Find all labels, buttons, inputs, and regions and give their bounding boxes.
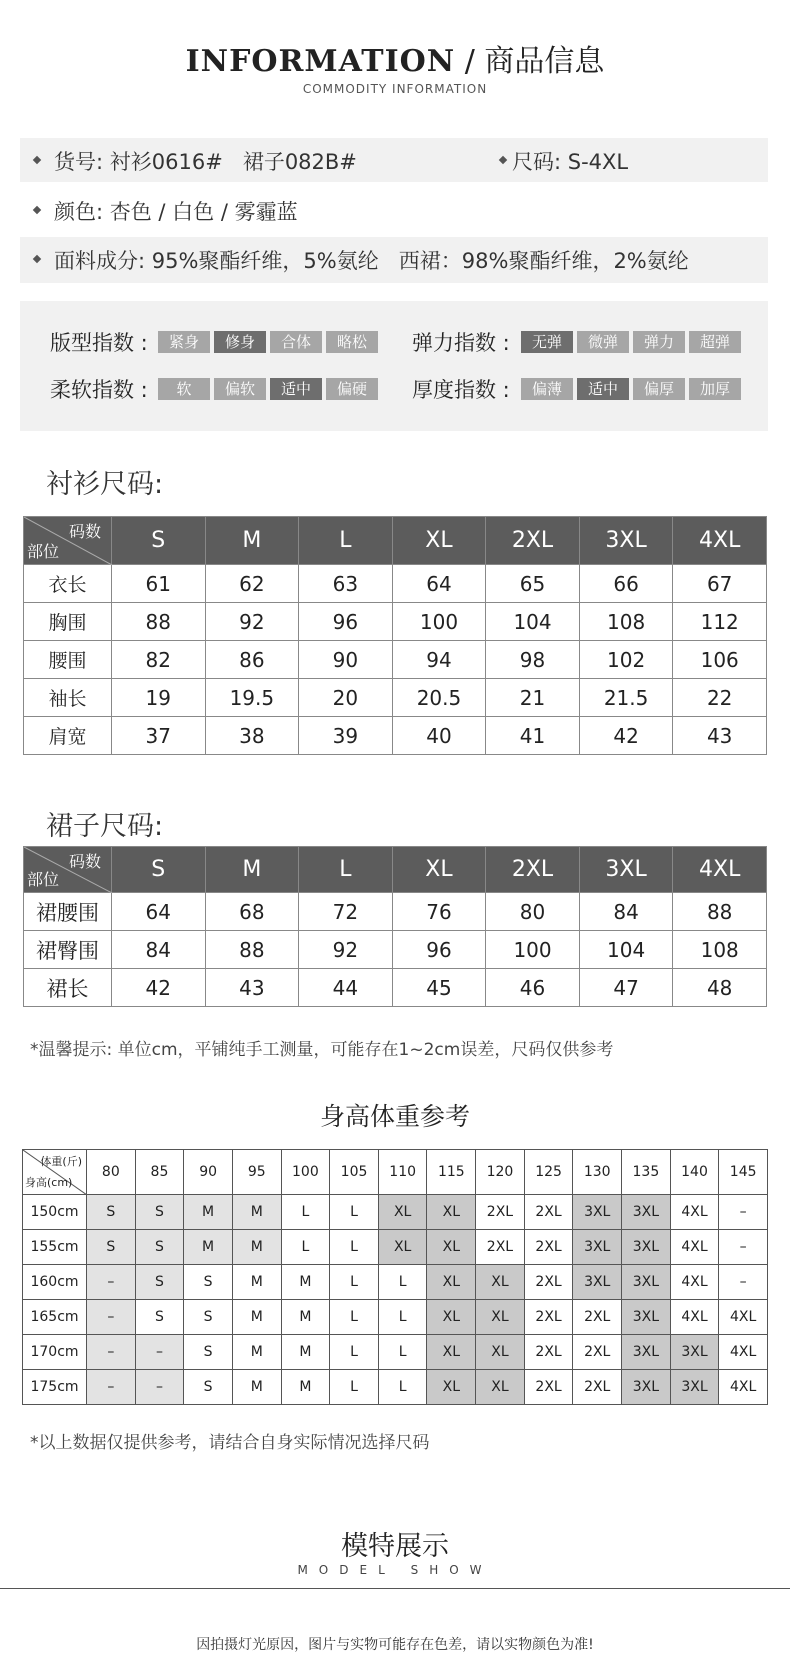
soft-index-option: 软 (158, 378, 210, 400)
size-value: 104 (486, 603, 580, 641)
recommended-size: L (330, 1265, 379, 1300)
size-value: 108 (673, 931, 767, 969)
size-value: 67 (673, 565, 767, 603)
height-label: 155cm (23, 1230, 87, 1265)
recommended-size: L (330, 1300, 379, 1335)
recommended-size: XL (427, 1265, 476, 1300)
model-show-title: 模特展示 (341, 1531, 449, 1562)
recommended-size: – (87, 1300, 136, 1335)
recommended-size: L (378, 1300, 427, 1335)
recommended-size: 2XL (524, 1195, 573, 1230)
size-value: 76 (392, 893, 486, 931)
corner-part-label: 部位 (27, 542, 60, 561)
size-value: 86 (205, 641, 299, 679)
size-value: 19.5 (205, 679, 299, 717)
recommended-size: L (330, 1195, 379, 1230)
size-value: 65 (486, 565, 580, 603)
size-value: 20 (299, 679, 393, 717)
recommended-size: 3XL (622, 1195, 671, 1230)
table-row (23, 1370, 768, 1405)
size-range-text: 尺码: S-4XL (512, 150, 629, 174)
indices-panel (20, 301, 768, 431)
weight-header: 145 (719, 1150, 768, 1195)
size-value: 90 (299, 641, 393, 679)
thickness-index-option: 适中 (577, 378, 629, 400)
thickness-index-label: 厚度指数 : (412, 378, 510, 402)
height-label: 170cm (23, 1335, 87, 1370)
size-header: M (205, 847, 299, 893)
part-name: 胸围 (24, 603, 112, 641)
recommended-size: – (87, 1335, 136, 1370)
size-value: 96 (299, 603, 393, 641)
recommended-size: L (330, 1335, 379, 1370)
recommended-size: S (87, 1195, 136, 1230)
elastic-index-option: 无弹 (521, 331, 573, 353)
fit-index-option: 合体 (270, 331, 322, 353)
size-value: 64 (112, 893, 206, 931)
recommended-size: M (232, 1195, 281, 1230)
measure-note: *温馨提示: 单位cm，平铺纯手工测量，可能存在1~2cm误差，尺码仅供参考 (30, 1040, 614, 1060)
fit-index-option: 紧身 (158, 331, 210, 353)
recommended-size: M (232, 1370, 281, 1405)
size-value: 94 (392, 641, 486, 679)
recommended-size: – (719, 1230, 768, 1265)
recommended-size: M (281, 1300, 330, 1335)
fit-index-label: 版型指数 : (50, 331, 148, 355)
part-name: 腰围 (24, 641, 112, 679)
size-value: 88 (205, 931, 299, 969)
table-row (24, 931, 767, 969)
shirt-size-table (23, 516, 767, 755)
title-separator: / (455, 44, 485, 79)
size-value: 48 (673, 969, 767, 1007)
recommended-size: 2XL (524, 1300, 573, 1335)
size-header: 3XL (579, 847, 673, 893)
recommended-size: S (184, 1265, 233, 1300)
recommended-size: XL (378, 1230, 427, 1265)
recommended-size: – (135, 1335, 184, 1370)
recommended-size: M (184, 1230, 233, 1265)
elastic-index-option: 超弹 (689, 331, 741, 353)
recommended-size: S (87, 1230, 136, 1265)
size-value: 46 (486, 969, 580, 1007)
size-value: 22 (673, 679, 767, 717)
divider (0, 1588, 790, 1589)
recommended-size: 3XL (622, 1335, 671, 1370)
thickness-index-option: 偏厚 (633, 378, 685, 400)
table-row (24, 969, 767, 1007)
size-value: 92 (205, 603, 299, 641)
elastic-index-label: 弹力指数 : (412, 331, 510, 355)
diamond-bullet-icon (33, 206, 41, 214)
size-header: L (299, 847, 393, 893)
size-header: 4XL (673, 847, 767, 893)
recommended-size: M (232, 1265, 281, 1300)
recommended-size: 3XL (622, 1230, 671, 1265)
recommended-size: S (184, 1335, 233, 1370)
recommended-size: 4XL (670, 1195, 719, 1230)
fit-index-option: 略松 (326, 331, 378, 353)
size-value: 43 (205, 969, 299, 1007)
size-header: 3XL (579, 517, 673, 565)
recommended-size: S (184, 1300, 233, 1335)
size-value: 88 (112, 603, 206, 641)
color-disclaimer: 因拍摄灯光原因，图片与实物可能存在色差，请以实物颜色为准! (196, 1637, 594, 1653)
size-value: 40 (392, 717, 486, 755)
recommended-size: 2XL (573, 1370, 622, 1405)
colors-text: 颜色: 杏色 / 白色 / 雾霾蓝 (54, 200, 298, 224)
size-value: 72 (299, 893, 393, 931)
skirt-size-title: 裙子尺码: (46, 811, 164, 842)
recommended-size: – (719, 1195, 768, 1230)
size-value: 88 (673, 893, 767, 931)
size-value: 21 (486, 679, 580, 717)
recommended-size: 3XL (670, 1370, 719, 1405)
height-label: 165cm (23, 1300, 87, 1335)
weight-header: 105 (330, 1150, 379, 1195)
size-header: XL (392, 517, 486, 565)
recommended-size: M (281, 1370, 330, 1405)
recommended-size: XL (427, 1370, 476, 1405)
weight-header: 80 (87, 1150, 136, 1195)
size-value: 104 (579, 931, 673, 969)
height-label: 160cm (23, 1265, 87, 1300)
thickness-index-option: 偏薄 (521, 378, 573, 400)
corner-height-label: 身高(cm) (25, 1176, 73, 1189)
size-value: 20.5 (392, 679, 486, 717)
weight-header: 115 (427, 1150, 476, 1195)
soft-index-option: 适中 (270, 378, 322, 400)
recommended-size: XL (427, 1230, 476, 1265)
weight-header: 85 (135, 1150, 184, 1195)
recommended-size: – (87, 1265, 136, 1300)
recommended-size: 4XL (719, 1335, 768, 1370)
recommended-size: 3XL (622, 1300, 671, 1335)
size-value: 42 (112, 969, 206, 1007)
weight-header: 95 (232, 1150, 281, 1195)
softness-index-label: 柔软指数 : (50, 378, 148, 402)
elastic-index-option: 弹力 (633, 331, 685, 353)
soft-index-option: 偏软 (214, 378, 266, 400)
recommended-size: XL (427, 1335, 476, 1370)
part-name: 衣长 (24, 565, 112, 603)
size-value: 96 (392, 931, 486, 969)
fit-index-option: 修身 (214, 331, 266, 353)
recommended-size: 4XL (719, 1300, 768, 1335)
size-value: 112 (673, 603, 767, 641)
model-show-subtitle: MODEL SHOW (297, 1563, 493, 1577)
corner-part-label: 部位 (27, 870, 60, 889)
height-weight-title: 身高体重参考 (319, 1102, 470, 1131)
size-value: 102 (579, 641, 673, 679)
recommended-size: 2XL (573, 1335, 622, 1370)
size-value: 100 (392, 603, 486, 641)
part-name: 袖长 (24, 679, 112, 717)
thickness-index-option: 加厚 (689, 378, 741, 400)
size-header: 2XL (486, 847, 580, 893)
size-value: 38 (205, 717, 299, 755)
size-value: 80 (486, 893, 580, 931)
size-value: 19 (112, 679, 206, 717)
recommended-size: L (281, 1195, 330, 1230)
recommended-size: 3XL (573, 1195, 622, 1230)
recommended-size: M (232, 1300, 281, 1335)
recommended-size: XL (378, 1195, 427, 1230)
recommended-size: L (330, 1230, 379, 1265)
recommended-size: M (281, 1265, 330, 1300)
recommended-size: – (719, 1265, 768, 1300)
recommended-size: XL (476, 1335, 525, 1370)
recommended-size: 2XL (524, 1230, 573, 1265)
recommended-size: 2XL (476, 1230, 525, 1265)
diamond-bullet-icon (33, 156, 41, 164)
size-value: 82 (112, 641, 206, 679)
recommended-size: M (232, 1335, 281, 1370)
recommended-size: XL (427, 1300, 476, 1335)
size-value: 66 (579, 565, 673, 603)
table-row (23, 1195, 768, 1230)
item-no-text: 货号: 衬衫0616# 裙子082B# (54, 150, 357, 174)
size-value: 21.5 (579, 679, 673, 717)
part-name: 裙腰围 (24, 893, 112, 931)
recommended-size: S (135, 1300, 184, 1335)
fabric-line (34, 245, 689, 275)
size-value: 42 (579, 717, 673, 755)
table-row (24, 565, 767, 603)
size-value: 84 (112, 931, 206, 969)
table-row (23, 1300, 768, 1335)
recommended-size: S (184, 1370, 233, 1405)
size-header: 4XL (673, 517, 767, 565)
recommended-size: 3XL (622, 1265, 671, 1300)
size-value: 106 (673, 641, 767, 679)
elastic-index-option: 微弹 (577, 331, 629, 353)
recommended-size: – (135, 1370, 184, 1405)
recommended-size: 4XL (719, 1370, 768, 1405)
size-header: XL (392, 847, 486, 893)
recommended-size: 2XL (573, 1300, 622, 1335)
size-value: 64 (392, 565, 486, 603)
corner-size-label: 码数 (68, 522, 101, 541)
table-row (24, 679, 767, 717)
weight-header: 140 (670, 1150, 719, 1195)
size-header: S (112, 847, 206, 893)
size-value: 92 (299, 931, 393, 969)
weight-header-row (23, 1150, 768, 1195)
size-value: 68 (205, 893, 299, 931)
recommended-size: 4XL (670, 1265, 719, 1300)
table-row (24, 893, 767, 931)
size-value: 47 (579, 969, 673, 1007)
table-row (23, 1335, 768, 1370)
size-value: 45 (392, 969, 486, 1007)
recommended-size: 4XL (670, 1300, 719, 1335)
size-value: 108 (579, 603, 673, 641)
recommended-size: 3XL (670, 1335, 719, 1370)
corner-size-label: 码数 (68, 852, 101, 871)
table-row (24, 641, 767, 679)
recommended-size: 2XL (524, 1265, 573, 1300)
size-header: M (205, 517, 299, 565)
size-range-line (500, 146, 628, 176)
size-value: 84 (579, 893, 673, 931)
corner-weight-label: 体重(斤) (40, 1155, 82, 1168)
recommended-size: 3XL (573, 1265, 622, 1300)
recommended-size: L (378, 1370, 427, 1405)
recommended-size: M (232, 1230, 281, 1265)
item-no-line (34, 146, 357, 176)
title-cn: 商品信息 (484, 44, 605, 79)
size-value: 43 (673, 717, 767, 755)
skirt-size-table (23, 846, 767, 1007)
weight-header: 135 (622, 1150, 671, 1195)
size-header: S (112, 517, 206, 565)
recommended-size: 4XL (670, 1230, 719, 1265)
table-corner-header (23, 1150, 87, 1195)
recommended-size: M (184, 1195, 233, 1230)
size-value: 63 (299, 565, 393, 603)
part-name: 裙长 (24, 969, 112, 1007)
table-corner-header (24, 517, 112, 565)
recommended-size: L (378, 1265, 427, 1300)
height-weight-table (22, 1149, 768, 1405)
recommended-size: XL (476, 1265, 525, 1300)
title-en: INFORMATION (185, 44, 456, 79)
recommended-size: S (135, 1230, 184, 1265)
part-name: 裙臀围 (24, 931, 112, 969)
part-name: 肩宽 (24, 717, 112, 755)
size-value: 44 (299, 969, 393, 1007)
size-value: 37 (112, 717, 206, 755)
soft-index-option: 偏硬 (326, 378, 378, 400)
colors-line (34, 196, 298, 226)
size-header: 2XL (486, 517, 580, 565)
recommended-size: XL (476, 1370, 525, 1405)
shirt-size-title: 衬衫尺码: (46, 469, 164, 500)
height-label: 150cm (23, 1195, 87, 1230)
weight-header: 90 (184, 1150, 233, 1195)
weight-header: 130 (573, 1150, 622, 1195)
size-value: 39 (299, 717, 393, 755)
table-row (23, 1265, 768, 1300)
recommended-size: 3XL (573, 1230, 622, 1265)
recommended-size: XL (427, 1195, 476, 1230)
table-corner-header (24, 847, 112, 893)
recommended-size: S (135, 1195, 184, 1230)
recommended-size: L (281, 1230, 330, 1265)
recommended-size: L (330, 1370, 379, 1405)
size-value: 98 (486, 641, 580, 679)
recommended-size: 2XL (524, 1335, 573, 1370)
recommended-size: XL (476, 1300, 525, 1335)
recommended-size: 2XL (476, 1195, 525, 1230)
fabric-text: 面料成分: 95%聚酯纤维，5%氨纶 西裙：98%聚酯纤维，2%氨纶 (54, 249, 689, 273)
table-row (24, 717, 767, 755)
table-row (23, 1230, 768, 1265)
weight-header: 100 (281, 1150, 330, 1195)
recommended-size: M (281, 1335, 330, 1370)
table-row (24, 603, 767, 641)
diamond-bullet-icon (33, 255, 41, 263)
weight-header: 120 (476, 1150, 525, 1195)
page-subtitle: COMMODITY INFORMATION (302, 82, 488, 96)
recommended-size: – (87, 1370, 136, 1405)
weight-header: 110 (378, 1150, 427, 1195)
hw-note: *以上数据仅提供参考，请结合自身实际情况选择尺码 (30, 1433, 430, 1453)
size-value: 62 (205, 565, 299, 603)
page-title (0, 36, 790, 80)
size-header: L (299, 517, 393, 565)
recommended-size: 3XL (622, 1370, 671, 1405)
recommended-size: 2XL (524, 1370, 573, 1405)
height-label: 175cm (23, 1370, 87, 1405)
size-value: 61 (112, 565, 206, 603)
size-value: 100 (486, 931, 580, 969)
size-value: 41 (486, 717, 580, 755)
weight-header: 125 (524, 1150, 573, 1195)
recommended-size: L (378, 1335, 427, 1370)
recommended-size: S (135, 1265, 184, 1300)
diamond-bullet-icon (499, 156, 507, 164)
